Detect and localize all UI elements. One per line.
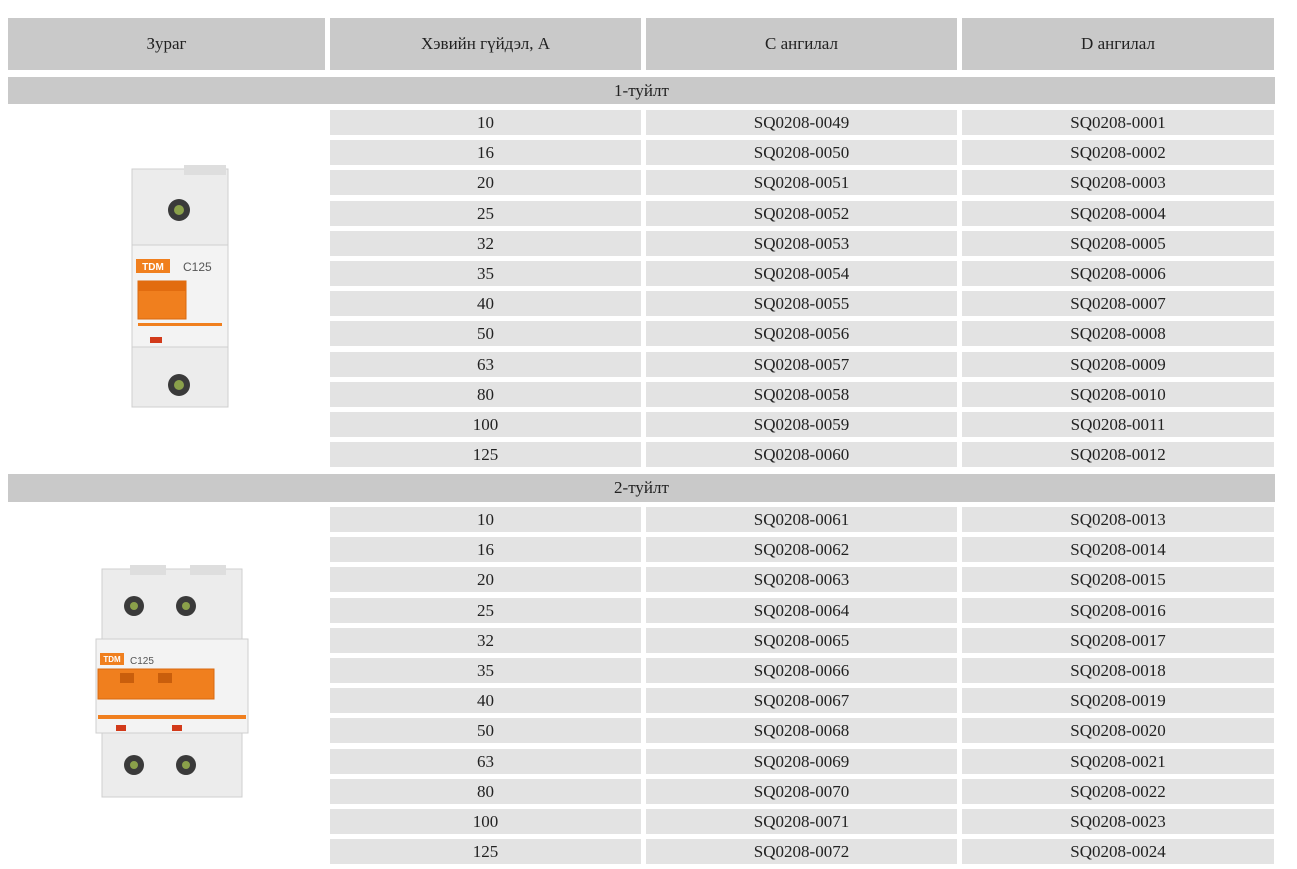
c-type-code-cell: SQ0208-0060 <box>646 442 957 467</box>
rated-current-cell: 10 <box>330 110 641 135</box>
c-type-code-cell: SQ0208-0053 <box>646 231 957 256</box>
rated-current-cell: 125 <box>330 442 641 467</box>
rated-current-cell: 125 <box>330 839 641 864</box>
d-type-code-cell: SQ0208-0015 <box>962 567 1274 592</box>
d-type-code-cell: SQ0208-0007 <box>962 291 1274 316</box>
rated-current-cell: 16 <box>330 537 641 562</box>
c-type-code-cell: SQ0208-0050 <box>646 140 957 165</box>
rated-current-cell: 63 <box>330 749 641 774</box>
group-title-2-pole: 2-туйлт <box>8 474 1275 502</box>
d-type-code-cell: SQ0208-0012 <box>962 442 1274 467</box>
c-type-code-cell: SQ0208-0059 <box>646 412 957 437</box>
rated-current-cell: 32 <box>330 231 641 256</box>
d-type-code-cell: SQ0208-0005 <box>962 231 1274 256</box>
d-type-code-cell: SQ0208-0011 <box>962 412 1274 437</box>
d-type-code-cell: SQ0208-0002 <box>962 140 1274 165</box>
d-type-code-cell: SQ0208-0013 <box>962 507 1274 532</box>
group-title-1-pole: 1-туйлт <box>8 77 1275 104</box>
rated-current-cell: 63 <box>330 352 641 377</box>
c-type-code-cell: SQ0208-0052 <box>646 201 957 226</box>
model-label: C125 <box>183 260 212 274</box>
d-type-code-cell: SQ0208-0006 <box>962 261 1274 286</box>
c-type-code-cell: SQ0208-0066 <box>646 658 957 683</box>
rated-current-cell: 80 <box>330 779 641 804</box>
c-type-code-cell: SQ0208-0058 <box>646 382 957 407</box>
c-type-code-cell: SQ0208-0051 <box>646 170 957 195</box>
d-type-code-cell: SQ0208-0022 <box>962 779 1274 804</box>
c-type-code-cell: SQ0208-0061 <box>646 507 957 532</box>
rated-current-cell: 100 <box>330 412 641 437</box>
breaker-1-pole-image <box>8 107 325 440</box>
d-type-code-cell: SQ0208-0008 <box>962 321 1274 346</box>
d-type-code-cell: SQ0208-0024 <box>962 839 1274 864</box>
c-type-code-cell: SQ0208-0055 <box>646 291 957 316</box>
rated-current-cell: 80 <box>330 382 641 407</box>
brand-label: TDM <box>103 655 121 664</box>
c-type-code-cell: SQ0208-0054 <box>646 261 957 286</box>
c-type-code-cell: SQ0208-0049 <box>646 110 957 135</box>
rated-current-cell: 25 <box>330 598 641 623</box>
d-type-code-cell: SQ0208-0004 <box>962 201 1274 226</box>
rated-current-cell: 35 <box>330 658 641 683</box>
d-type-code-cell: SQ0208-0018 <box>962 658 1274 683</box>
rated-current-cell: 16 <box>330 140 641 165</box>
rated-current-cell: 35 <box>330 261 641 286</box>
c-type-code-cell: SQ0208-0072 <box>646 839 957 864</box>
d-type-code-cell: SQ0208-0009 <box>962 352 1274 377</box>
d-type-code-cell: SQ0208-0017 <box>962 628 1274 653</box>
d-type-code-cell: SQ0208-0001 <box>962 110 1274 135</box>
rated-current-cell: 40 <box>330 291 641 316</box>
d-type-code-cell: SQ0208-0014 <box>962 537 1274 562</box>
rated-current-cell: 100 <box>330 809 641 834</box>
rated-current-cell: 50 <box>330 321 641 346</box>
brand-label: TDM <box>142 262 164 273</box>
rated-current-cell: 10 <box>330 507 641 532</box>
c-type-code-cell: SQ0208-0064 <box>646 598 957 623</box>
c-type-code-cell: SQ0208-0069 <box>646 749 957 774</box>
rated-current-cell: 50 <box>330 718 641 743</box>
c-type-code-cell: SQ0208-0071 <box>646 809 957 834</box>
c-type-code-cell: SQ0208-0070 <box>646 779 957 804</box>
d-type-code-cell: SQ0208-0010 <box>962 382 1274 407</box>
d-type-code-cell: SQ0208-0003 <box>962 170 1274 195</box>
header-c-type: C ангилал <box>646 18 957 70</box>
breaker-1-pole-drawing <box>8 107 325 440</box>
rated-current-cell: 32 <box>330 628 641 653</box>
rated-current-cell: 40 <box>330 688 641 713</box>
header-photo: Зураг <box>8 18 325 70</box>
d-type-code-cell: SQ0208-0020 <box>962 718 1274 743</box>
breaker-2-pole-image <box>8 505 325 838</box>
c-type-code-cell: SQ0208-0067 <box>646 688 957 713</box>
model-label: C125 <box>130 656 154 667</box>
c-type-code-cell: SQ0208-0056 <box>646 321 957 346</box>
c-type-code-cell: SQ0208-0065 <box>646 628 957 653</box>
header-rated-current: Хэвийн гүйдэл, А <box>330 18 641 70</box>
d-type-code-cell: SQ0208-0019 <box>962 688 1274 713</box>
breaker-2-pole-drawing <box>8 505 325 838</box>
c-type-code-cell: SQ0208-0057 <box>646 352 957 377</box>
d-type-code-cell: SQ0208-0016 <box>962 598 1274 623</box>
d-type-code-cell: SQ0208-0021 <box>962 749 1274 774</box>
rated-current-cell: 20 <box>330 170 641 195</box>
rated-current-cell: 25 <box>330 201 641 226</box>
header-d-type: D ангилал <box>962 18 1274 70</box>
c-type-code-cell: SQ0208-0063 <box>646 567 957 592</box>
c-type-code-cell: SQ0208-0062 <box>646 537 957 562</box>
c-type-code-cell: SQ0208-0068 <box>646 718 957 743</box>
d-type-code-cell: SQ0208-0023 <box>962 809 1274 834</box>
rated-current-cell: 20 <box>330 567 641 592</box>
